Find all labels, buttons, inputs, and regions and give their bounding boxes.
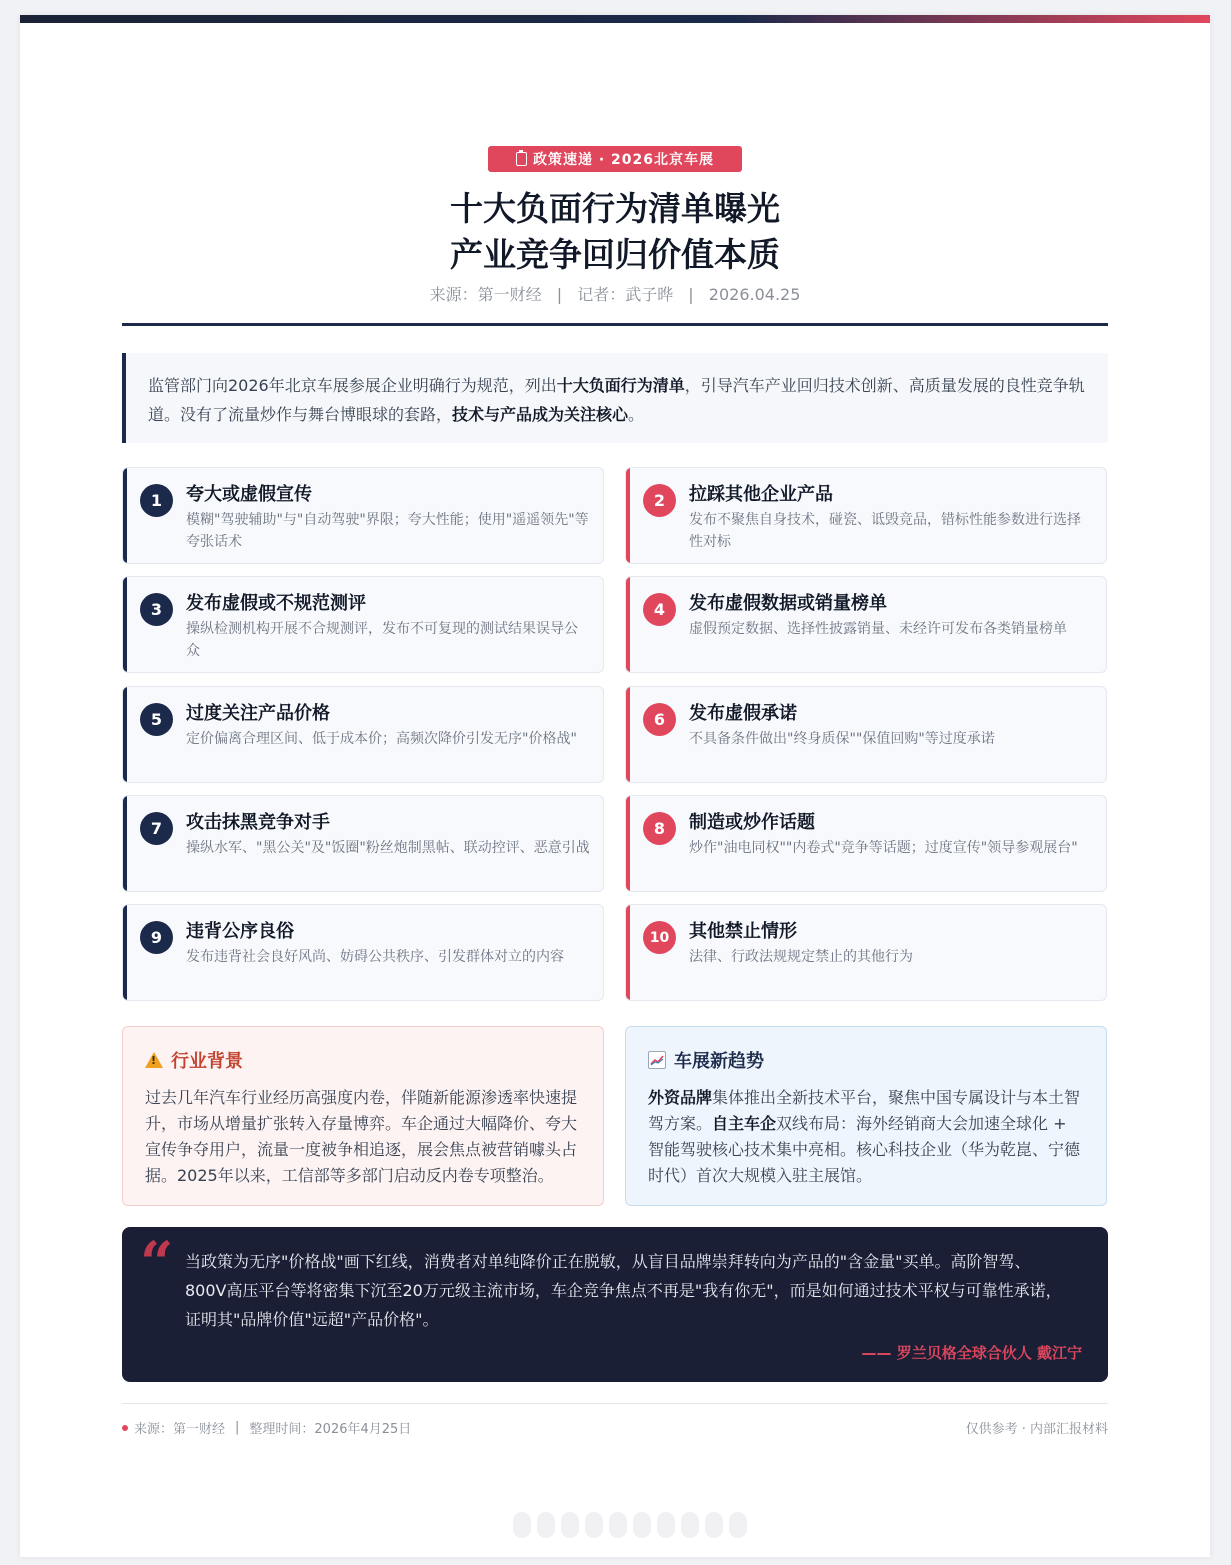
footer-note: 仅供参考 · 内部汇报材料	[965, 1422, 1108, 1437]
document-sheet	[20, 15, 1210, 1557]
item-description: 模糊"驾驶辅助"与"自动驾驶"界限；夸大性能；使用"遥遥领先"等夸张话术	[186, 512, 589, 550]
item-description: 发布违背社会良好风尚、妨碍公共秩序、引发群体对立的内容	[186, 949, 564, 965]
item-title: 过度关注产品价格	[186, 703, 330, 724]
item-description: 操纵水军、"黑公关"及"饭圈"粉丝炮制黑帖、联动控评、恶意引战	[186, 840, 590, 856]
item-number: 2	[643, 484, 676, 517]
behavior-card	[625, 904, 1107, 1001]
behavior-card	[122, 686, 604, 783]
footer-divider	[122, 1403, 1108, 1404]
item-number: 4	[643, 593, 676, 626]
meta-reporter: 记者：武子晔	[577, 285, 674, 304]
item-title: 拉踩其他企业产品	[689, 484, 833, 505]
behavior-card	[122, 904, 604, 1001]
footer-left	[122, 1418, 411, 1437]
headline-line-1: 十大负面行为清单曝光	[450, 189, 780, 228]
quote-source: —— 罗兰贝格全球合伙人 戴江宁	[861, 1344, 1082, 1362]
item-description: 炒作"油电同权""内卷式"竞争等话题；过度宣传"领导参观展台"	[689, 840, 1078, 856]
item-number: 7	[140, 812, 173, 845]
meta-separator: |	[556, 285, 563, 304]
behavior-card	[625, 795, 1107, 892]
behavior-card	[625, 576, 1107, 673]
item-number: 6	[643, 703, 676, 736]
item-description: 发布不聚焦自身技术，碰瓷、诋毁竞品，错标性能参数进行选择性对标	[689, 512, 1081, 550]
chart-icon	[648, 1051, 666, 1069]
item-number: 5	[140, 703, 173, 736]
item-description: 操纵检测机构开展不合规测评，发布不可复现的测试结果误导公众	[186, 621, 578, 659]
clipboard-icon	[516, 152, 527, 166]
industry-background-heading: ! 行业背景	[145, 1047, 583, 1073]
behavior-card	[625, 467, 1107, 564]
expert-quote	[122, 1227, 1108, 1382]
auto-show-trend-text: 外资品牌集体推出全新技术平台，聚焦中国专属设计与本土智驾方案。自主车企双线布局：海外经销商大会加速全球化 + 智能驾驶核心技术集中亮相。核心科技企业（华为乾崑、宁德时代）首次大规模入驻主展馆。	[648, 1088, 1081, 1185]
item-description: 法律、行政法规规定禁止的其他行为	[689, 949, 913, 965]
item-title: 违背公序良俗	[186, 921, 294, 942]
item-description: 不具备条件做出"终身质保""保值回购"等过度承诺	[689, 731, 995, 747]
top-gradient-bar	[20, 15, 1210, 23]
item-number: 8	[643, 812, 676, 845]
item-number: 3	[140, 593, 173, 626]
category-tag: 政策速递 · 2026北京车展	[488, 146, 742, 172]
industry-background-text: 过去几年汽车行业经历高强度内卷，伴随新能源渗透率快速提升，市场从增量扩张转入存量博弈。车企通过大幅降价、夸大宣传争夺用户，流量一度被争相追逐，展会焦点被营销噱头占据。2025年以来，工信部等多部门启动反内卷专项整治。	[145, 1088, 578, 1185]
item-number: 9	[140, 921, 173, 954]
warning-icon	[145, 1052, 163, 1068]
behavior-card	[122, 576, 604, 673]
behavior-card	[122, 795, 604, 892]
footer-time: 整理时间：2026年4月25日	[249, 1422, 412, 1437]
auto-show-trend-heading: 车展新趋势	[648, 1047, 1086, 1073]
item-description: 虚假预定数据、选择性披露销量、未经许可发布各类销量榜单	[689, 621, 1067, 637]
behavior-card	[122, 467, 604, 564]
item-title: 夸大或虚假宣传	[186, 484, 312, 505]
header-divider	[122, 323, 1108, 326]
headline-line-2: 产业竞争回归价值本质	[450, 235, 780, 274]
page-indicator	[513, 1512, 747, 1538]
item-description: 定价偏离合理区间、低于成本价；高频次降价引发无序"价格战"	[186, 731, 577, 747]
item-number: 10	[643, 921, 676, 954]
quote-mark-icon: “	[140, 1229, 174, 1297]
meta-date: 2026.04.25	[708, 285, 801, 304]
footer-source: 来源：第一财经	[134, 1422, 226, 1437]
item-title: 发布虚假数据或销量榜单	[689, 593, 887, 614]
behavior-card	[625, 686, 1107, 783]
meta-source: 来源：第一财经	[429, 285, 542, 304]
item-title: 攻击抹黑竞争对手	[186, 812, 330, 833]
quote-text: 当政策为无序"价格战"画下红线，消费者对单纯降价正在脱敏，从盲目品牌崇拜转向为产品的"含金量"买单。高阶智驾、800V高压平台等将密集下沉至20万元级主流市场，车企竞争焦点不再是"我有你无"，而是如何通过技术平权与可靠性承诺，证明其"品牌价值"远超"产品价格"。	[185, 1252, 1062, 1329]
bullet-dot-icon	[122, 1425, 128, 1431]
item-title: 其他禁止情形	[689, 921, 797, 942]
meta-separator: |	[688, 285, 694, 304]
item-title: 制造或炒作话题	[689, 812, 815, 833]
auto-show-trend-box	[625, 1026, 1107, 1206]
intro-paragraph: 监管部门向2026年北京车展参展企业明确行为规范，列出十大负面行为清单，引导汽车产业回归技术创新、高质量发展的良性竞争轨道。没有了流量炒作与舞台博眼球的套路，技术与产品成为关注核心。	[122, 353, 1108, 443]
item-title: 发布虚假或不规范测评	[186, 593, 366, 614]
industry-background-box	[122, 1026, 604, 1206]
item-number: 1	[140, 484, 173, 517]
item-title: 发布虚假承诺	[689, 703, 797, 724]
article-meta	[20, 282, 1210, 305]
footer-separator: |	[235, 1420, 240, 1435]
